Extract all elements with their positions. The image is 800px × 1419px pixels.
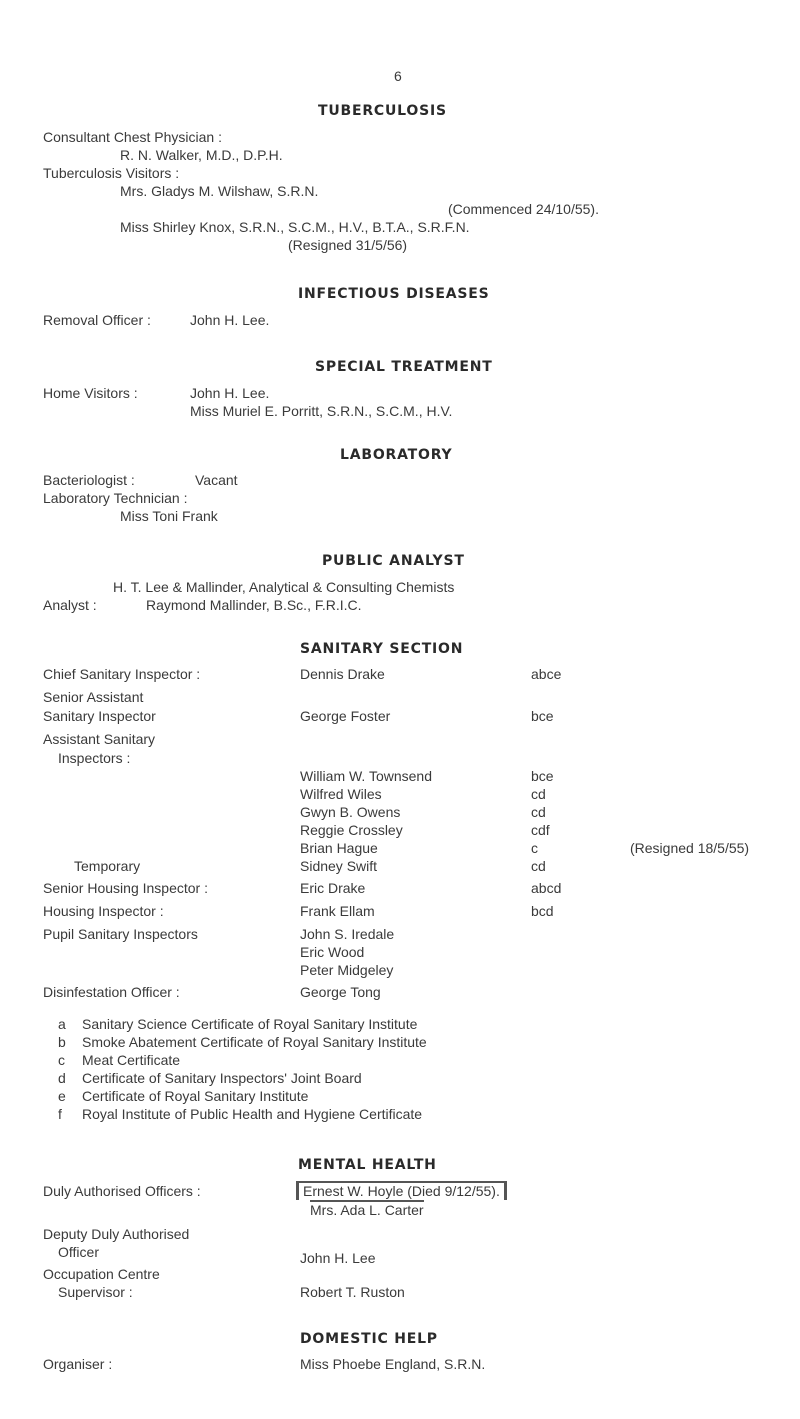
sanitary-quals: bce [531, 768, 554, 784]
deputy-label-1: Deputy Duly Authorised [43, 1226, 190, 1242]
tb-visitor-2-note: (Resigned 31/5/56) [288, 237, 408, 253]
sanitary-quals: abcd [531, 880, 562, 896]
sanitary-name: George Tong [300, 984, 381, 1000]
bacteriologist-value: Vacant [195, 472, 238, 488]
analyst-heading: PUBLIC ANALYST [322, 553, 465, 569]
analyst-label: Analyst : [43, 597, 97, 613]
special-heading: SPECIAL TREATMENT [315, 359, 493, 375]
lab-technician-name: Miss Toni Frank [120, 508, 218, 524]
home-visitors-label: Home Visitors : [43, 385, 138, 401]
analyst-name: Raymond Mallinder, B.Sc., F.R.I.C. [146, 597, 362, 613]
home-visitor-2: Miss Muriel E. Porritt, S.R.N., S.C.M., H.V. [190, 403, 453, 419]
key-letter: d [58, 1070, 66, 1086]
dao-name-2: Mrs. Ada L. Carter [310, 1202, 424, 1218]
removal-officer-name: John H. Lee. [190, 312, 270, 328]
sanitary-role: Pupil Sanitary Inspectors [43, 926, 198, 942]
sanitary-name: Reggie Crossley [300, 822, 403, 838]
sanitary-name: Wilfred Wiles [300, 786, 382, 802]
sanitary-quals: abce [531, 666, 562, 682]
deputy-name: John H. Lee [300, 1250, 376, 1266]
sanitary-heading: SANITARY SECTION [300, 641, 464, 657]
sanitary-quals: cd [531, 804, 546, 820]
sanitary-role: Assistant Sanitary [43, 731, 156, 747]
infectious-heading: INFECTIOUS DISEASES [298, 286, 490, 302]
occupation-name: Robert T. Ruston [300, 1284, 405, 1300]
lab-technician-label: Laboratory Technician : [43, 490, 188, 506]
sanitary-role: Senior Housing Inspector : [43, 880, 208, 896]
sanitary-name: Peter Midgeley [300, 962, 394, 978]
tb-visitor-1-note: (Commenced 24/10/55). [448, 201, 599, 217]
key-letter: e [58, 1088, 66, 1104]
sanitary-role: Temporary [74, 858, 141, 874]
dao-label: Duly Authorised Officers : [43, 1183, 201, 1199]
key-letter: a [58, 1016, 66, 1032]
sanitary-role: Sanitary Inspector [43, 708, 156, 724]
sanitary-name: John S. Iredale [300, 926, 395, 942]
key-text: Meat Certificate [82, 1052, 181, 1068]
key-letter: f [58, 1106, 62, 1122]
tb-visitor-2: Miss Shirley Knox, S.R.N., S.C.M., H.V., B.T.A., S.R.F.N. [120, 219, 470, 235]
sanitary-quals: bce [531, 708, 554, 724]
deputy-label-2: Officer [58, 1244, 99, 1260]
organiser-label: Organiser : [43, 1356, 113, 1372]
sanitary-name: William W. Townsend [300, 768, 433, 784]
sanitary-role: Housing Inspector : [43, 903, 164, 919]
sanitary-name: Gwyn B. Owens [300, 804, 401, 820]
sanitary-name: Sidney Swift [300, 858, 378, 874]
sanitary-quals: cd [531, 858, 546, 874]
key-text: Sanitary Science Certificate of Royal Sanitary Institute [82, 1016, 418, 1032]
sanitary-name: Eric Wood [300, 944, 365, 960]
page-number: 6 [394, 68, 402, 84]
laboratory-heading: LABORATORY [340, 447, 453, 463]
occupation-label-2: Supervisor : [58, 1284, 133, 1300]
home-visitor-1: John H. Lee. [190, 385, 270, 401]
sanitary-name: George Foster [300, 708, 391, 724]
sanitary-role: Inspectors : [58, 750, 131, 766]
sanitary-role: Senior Assistant [43, 689, 144, 705]
sanitary-name: Frank Ellam [300, 903, 375, 919]
sanitary-quals: cd [531, 786, 546, 802]
consultant-label: Consultant Chest Physician : [43, 129, 222, 145]
sanitary-name: Eric Drake [300, 880, 366, 896]
key-text: Certificate of Royal Sanitary Institute [82, 1088, 309, 1104]
key-letter: b [58, 1034, 66, 1050]
hague-resigned-note: (Resigned 18/5/55) [630, 840, 750, 856]
key-text: Royal Institute of Public Health and Hygiene Certificate [82, 1106, 423, 1122]
sanitary-name: Brian Hague [300, 840, 378, 856]
bacteriologist-label: Bacteriologist : [43, 472, 135, 488]
mental-heading: MENTAL HEALTH [298, 1157, 437, 1173]
sanitary-name: Dennis Drake [300, 666, 385, 682]
tuberculosis-heading: TUBERCULOSIS [318, 103, 447, 119]
sanitary-quals: c [531, 840, 538, 856]
sanitary-role: Chief Sanitary Inspector : [43, 666, 201, 682]
sanitary-quals: bcd [531, 903, 554, 919]
organiser-name: Miss Phoebe England, S.R.N. [300, 1356, 486, 1372]
sanitary-quals: cdf [531, 822, 550, 838]
analyst-firm: H. T. Lee & Mallinder, Analytical & Consulting Chemists [113, 579, 455, 595]
key-letter: c [58, 1052, 65, 1068]
dao-name-1: Ernest W. Hoyle (Died 9/12/55). [296, 1181, 507, 1200]
sanitary-role: Disinfestation Officer : [43, 984, 180, 1000]
tb-visitor-1: Mrs. Gladys M. Wilshaw, S.R.N. [120, 183, 319, 199]
domestic-heading: DOMESTIC HELP [300, 1331, 438, 1347]
removal-officer-label: Removal Officer : [43, 312, 151, 328]
key-text: Smoke Abatement Certificate of Royal Sanitary Institute [82, 1034, 427, 1050]
consultant-name: R. N. Walker, M.D., D.P.H. [120, 147, 283, 163]
occupation-label-1: Occupation Centre [43, 1266, 160, 1282]
tb-visitors-label: Tuberculosis Visitors : [43, 165, 180, 181]
key-text: Certificate of Sanitary Inspectors' Joint Board [82, 1070, 362, 1086]
